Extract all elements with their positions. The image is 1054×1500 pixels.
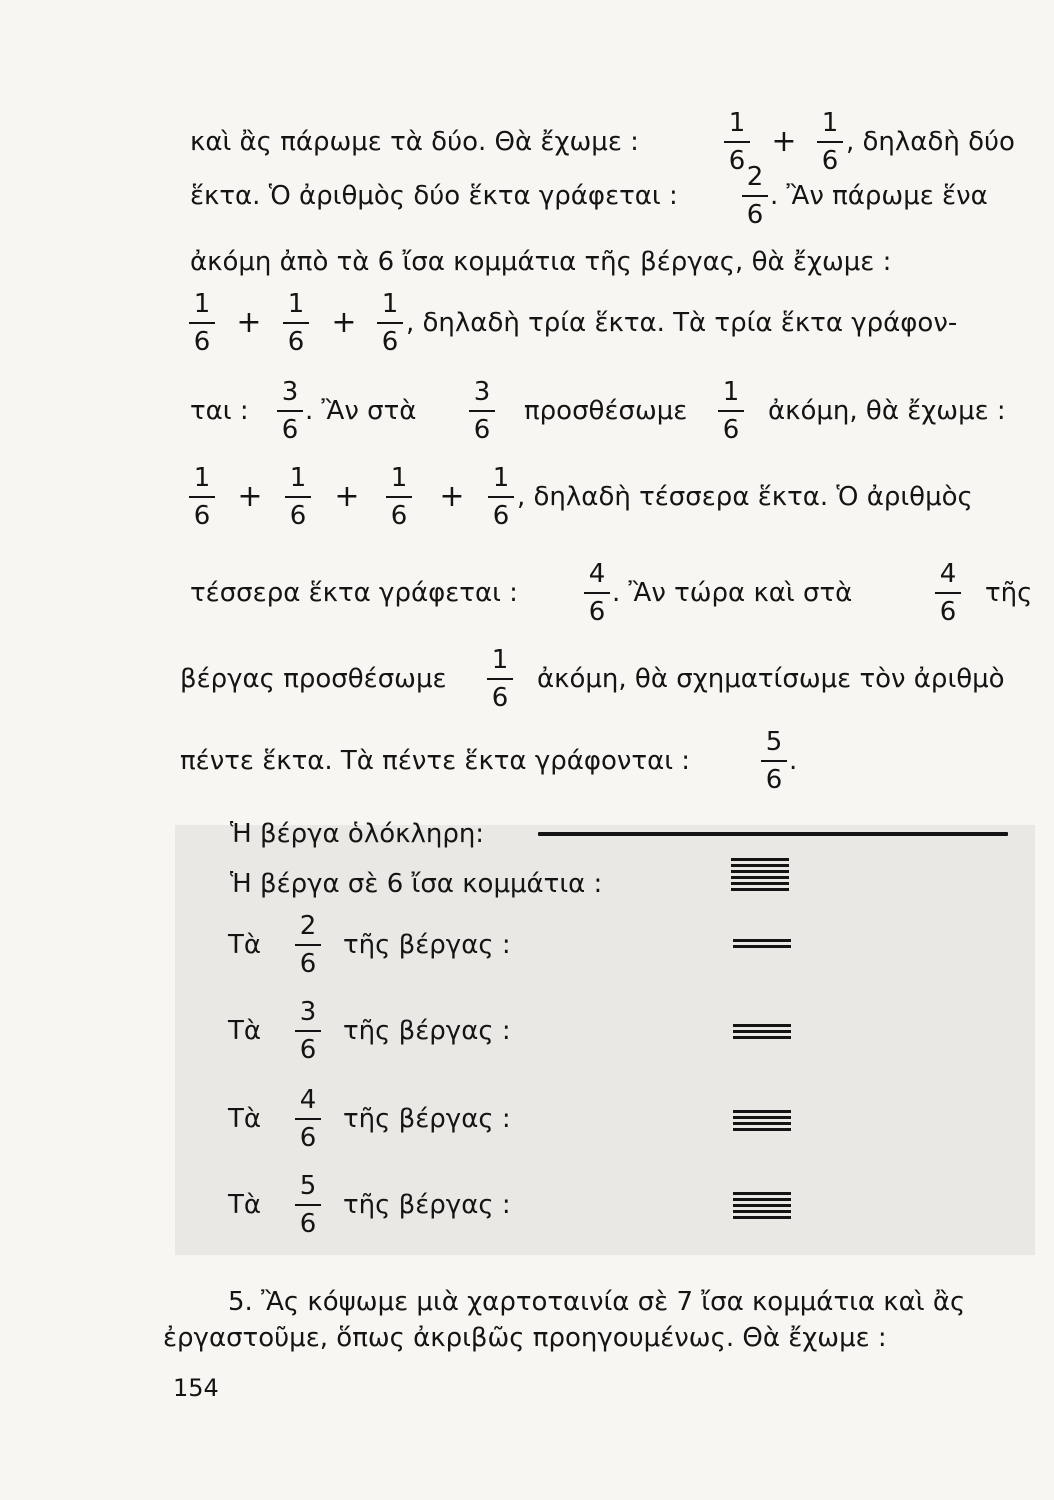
fraction-numerator: 2 [746,162,764,192]
rod-segment [733,1128,791,1131]
line2-text-a: ἕκτα. Ὁ ἀριθμὸς δύο ἕκτα γράφεται : [190,181,678,211]
fraction-bar [277,410,303,412]
fraction-denominator: 6 [939,597,957,627]
line5-text-d: ἀκόμη, θὰ ἔχωμε : [768,396,1006,426]
figure-row-prefix: Τὰ [228,1104,262,1134]
line4-text: , δηλαδὴ τρία ἕκτα. Τὰ τρία ἕκτα γράφον- [406,308,958,338]
rod-segment [733,1122,791,1125]
fraction-bar [742,195,768,197]
text-line-8 [0,646,1054,712]
fraction-5-6 [761,727,787,795]
line5-text-b: . Ἂν στὰ [305,396,417,426]
fraction-bar [469,410,495,412]
fraction-1-6 [386,463,412,531]
fraction-denominator: 6 [299,1123,317,1153]
figure-fraction-4-6 [295,1085,321,1153]
fraction-denominator: 6 [492,501,510,531]
rod-segment [733,1210,791,1213]
rod-segment [731,870,789,873]
para5-line-1 [0,1282,1054,1322]
fraction-3-6 [469,377,495,445]
line7-text-b: . Ἂν τώρα καὶ στὰ [612,578,853,608]
text-line-4 [0,290,1054,356]
fraction-1-6 [283,289,309,357]
fraction-1-6 [718,377,744,445]
figure-row-3-6 [0,998,1054,1064]
plus-sign: + [771,124,797,159]
fraction-numerator: 1 [390,463,408,493]
fraction-numerator: 1 [491,645,509,675]
fraction-4-6 [584,559,610,627]
fraction-bar [377,322,403,324]
figure-row-prefix: Τὰ [228,930,262,960]
fraction-4-6 [935,559,961,627]
figure-row-suffix: τῆς βέργας : [343,1016,511,1046]
fraction-denominator: 6 [473,415,491,445]
rod-5-pieces [733,1192,791,1222]
whole-rod-label: Ἡ βέργα ὁλόκληρη: [230,819,485,849]
fraction-3-6 [277,377,303,445]
fraction-bar [189,496,215,498]
figure-row-suffix: τῆς βέργας : [343,1190,511,1220]
fraction-bar [718,410,744,412]
fraction-denominator: 6 [390,501,408,531]
line2-text-b: . Ἂν πάρωμε ἕνα [770,181,988,211]
rod-segment [731,876,789,879]
figure-row-prefix: Τὰ [228,1016,262,1046]
fraction-bar [761,760,787,762]
fraction-1-6 [487,645,513,713]
fraction-bar [189,322,215,324]
fraction-numerator: 1 [287,289,305,319]
fraction-bar [283,322,309,324]
rod-segment [731,882,789,885]
rod-segment [733,1198,791,1201]
fraction-bar [584,592,610,594]
six-pieces-row [0,864,1054,904]
fraction-bar [724,141,750,143]
text-line-2 [0,162,1054,230]
fraction-denominator: 6 [289,501,307,531]
fraction-denominator: 6 [299,1035,317,1065]
fraction-numerator: 3 [281,377,299,407]
fraction-1-6 [377,289,403,357]
fraction-denominator: 6 [588,597,606,627]
fraction-1-6 [189,289,215,357]
fraction-denominator: 6 [722,415,740,445]
fraction-1-6 [189,463,215,531]
fraction-1-6 [285,463,311,531]
rod-2-pieces [733,939,791,951]
figure-row-suffix: τῆς βέργας : [343,930,511,960]
line5-text-a: ται : [190,396,249,426]
fraction-numerator: 1 [193,463,211,493]
fraction-denominator: 6 [193,501,211,531]
fraction-denominator: 6 [491,683,509,713]
plus-sign: + [237,479,263,514]
six-pieces-label: Ἡ βέργα σὲ 6 ἴσα κομμάτια : [230,869,603,899]
rod-segment [733,1036,791,1039]
fraction-bar [488,496,514,498]
figure-row-prefix: Τὰ [228,1190,262,1220]
rod-segment [733,945,791,948]
fraction-numerator: 1 [193,289,211,319]
fraction-numerator: 1 [728,108,746,138]
fraction-bar [295,944,321,946]
fraction-denominator: 6 [193,327,211,357]
rod-segment [733,1116,791,1119]
fraction-1-6 [488,463,514,531]
line1-text-a: καὶ ἂς πάρωμε τὰ δύο. Θὰ ἔχωμε : [190,127,639,157]
fraction-denominator: 6 [299,949,317,979]
rod-segment [733,1216,791,1219]
fraction-numerator: 4 [939,559,957,589]
fraction-numerator: 4 [299,1085,317,1115]
fraction-numerator: 3 [473,377,491,407]
whole-rod [538,832,1008,836]
line9-text-b: . [789,746,798,776]
line9-text-a: πέντε ἕκτα. Τὰ πέντε ἕκτα γράφονται : [180,746,691,776]
line5-text-c: προσθέσωμε [524,396,688,426]
rod-segment [733,1024,791,1027]
fraction-denominator: 6 [765,765,783,795]
rod-segment [733,1030,791,1033]
fraction-denominator: 6 [299,1209,317,1239]
fraction-denominator: 6 [728,146,746,176]
para5-text-1: 5. Ἂς κόψωμε μιὰ χαρτοταινία σὲ 7 ἴσα κομμάτια καὶ ἂς [228,1287,966,1317]
fraction-bar [295,1118,321,1120]
fraction-denominator: 6 [821,146,839,176]
fraction-denominator: 6 [381,327,399,357]
rod-3-pieces [733,1024,791,1042]
rod-segment [731,858,789,861]
figure-fraction-2-6 [295,911,321,979]
figure-row-5-6 [0,1172,1054,1238]
rod-4-pieces [733,1110,791,1134]
fraction-numerator: 1 [492,463,510,493]
fraction-bar [817,141,843,143]
line6-text: , δηλαδὴ τέσσερα ἕκτα. Ὁ ἀριθμὸς [517,482,973,512]
text-line-6 [0,464,1054,530]
fraction-numerator: 1 [821,108,839,138]
fraction-denominator: 6 [746,200,764,230]
rod-segment [733,1204,791,1207]
plus-sign: + [236,305,262,340]
rod-segment [733,1192,791,1195]
rod-six-pieces [731,858,789,894]
fraction-numerator: 2 [299,911,317,941]
fraction-numerator: 1 [289,463,307,493]
rod-segment [733,1110,791,1113]
line3-text: ἀκόμη ἀπὸ τὰ 6 ἴσα κομμάτια τῆς βέργας, θὰ ἔχωμε : [190,247,892,277]
figure-row-2-6 [0,912,1054,978]
rod-segment [733,939,791,942]
rod-segment [731,888,789,891]
figure-fraction-3-6 [295,997,321,1065]
text-line-3 [0,242,1054,282]
figure-row-4-6 [0,1086,1054,1152]
rod-segment [731,864,789,867]
fraction-numerator: 5 [765,727,783,757]
plus-sign: + [331,305,357,340]
fraction-bar [935,592,961,594]
fraction-numerator: 3 [299,997,317,1027]
fraction-bar [386,496,412,498]
text-line-5 [0,378,1054,444]
figure-row-suffix: τῆς βέργας : [343,1104,511,1134]
fraction-bar [295,1204,321,1206]
line7-text-a: τέσσερα ἕκτα γράφεται : [190,578,518,608]
fraction-denominator: 6 [287,327,305,357]
page-number: 154 [173,1374,219,1402]
line1-text-b: , δηλαδὴ δύο [846,127,1015,157]
fraction-numerator: 1 [381,289,399,319]
line8-text-b: ἀκόμη, θὰ σχηματίσωμε τὸν ἀριθμὸ [537,664,1005,694]
fraction-numerator: 1 [722,377,740,407]
line8-text-a: βέργας προσθέσωμε [180,664,447,694]
para5-text-2: ἐργαστοῦμε, ὅπως ἀκριβῶς προηγουμένως. Θὰ ἔχωμε : [163,1323,887,1353]
text-line-9 [0,728,1054,794]
fraction-bar [295,1030,321,1032]
fraction-numerator: 5 [299,1171,317,1201]
text-line-1 [0,108,1054,176]
para5-line-2 [0,1318,1054,1358]
text-line-7 [0,560,1054,626]
line7-text-c: τῆς [985,578,1033,608]
figure-fraction-5-6 [295,1171,321,1239]
fraction-bar [487,678,513,680]
fraction-2-6 [742,162,768,230]
fraction-denominator: 6 [281,415,299,445]
plus-sign: + [439,479,465,514]
fraction-numerator: 4 [588,559,606,589]
plus-sign: + [334,479,360,514]
fraction-bar [285,496,311,498]
